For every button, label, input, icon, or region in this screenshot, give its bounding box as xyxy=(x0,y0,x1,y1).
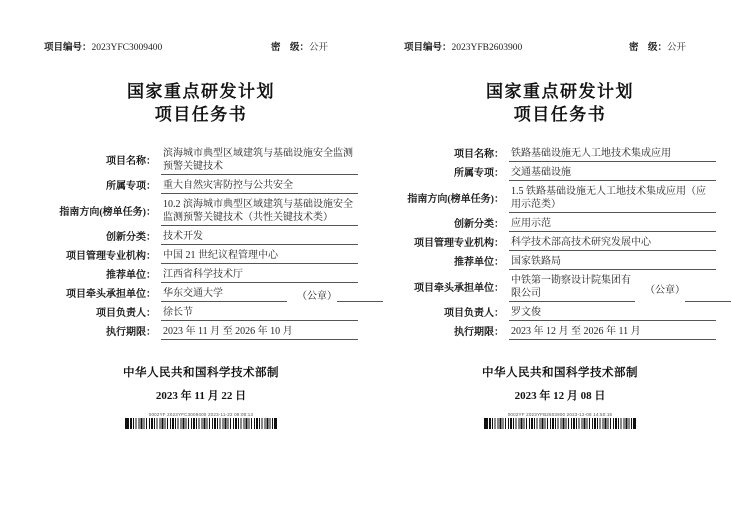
secrecy-label: 密 级： xyxy=(270,43,309,53)
issue-date: 2023 年 12 月 08 日 xyxy=(514,390,606,402)
barcode xyxy=(484,418,636,429)
field-label: 执行期限： xyxy=(106,327,156,338)
project-number xyxy=(404,42,522,55)
issuer-line: 中华人民共和国科学技术部制 xyxy=(123,367,279,379)
field-value: 国家铁路局 xyxy=(509,255,716,270)
project-number-label: 项目编号： xyxy=(44,43,92,53)
doc-title-line1: 国家重点研发计划 xyxy=(486,82,634,101)
project-number xyxy=(44,42,162,55)
barcode-block xyxy=(44,412,358,429)
field-row-execution-period xyxy=(44,325,358,340)
field-row-innovation-type xyxy=(404,217,716,232)
field-label: 项目管理专业机构： xyxy=(414,238,504,249)
field-value: 10.2 滨海城市典型区域建筑与基础设施安全监测预警关键技术（共性关键技术类） xyxy=(161,198,358,226)
field-value: 徐长节 xyxy=(161,306,358,321)
field-row-project-name xyxy=(44,147,358,175)
field-row-guide-direction xyxy=(44,198,358,226)
field-list xyxy=(44,147,358,340)
field-value: 1.5 铁路基础设施无人工地技术集成应用（应用示范类） xyxy=(509,185,716,213)
issue-date: 2023 年 11 月 22 日 xyxy=(155,390,247,402)
doc-header xyxy=(44,42,358,55)
field-label: 指南方向(榜单任务)： xyxy=(407,193,504,205)
official-seal-placeholder: （公章） xyxy=(297,291,337,302)
field-row-recommending-unit xyxy=(44,268,358,283)
field-row-management-agency xyxy=(44,249,358,264)
field-label: 指南方向(榜单任务)： xyxy=(59,206,156,218)
project-number-label: 项目编号： xyxy=(404,43,452,53)
doc-header xyxy=(404,42,716,55)
field-value: 中铁第一勘察设计院集团有限公司 xyxy=(509,274,635,302)
field-row-project-leader xyxy=(44,306,358,321)
field-label: 推荐单位： xyxy=(454,257,504,268)
doc-title xyxy=(44,80,358,126)
doc-title-line2: 项目任务书 xyxy=(513,105,607,124)
field-value: 科学技术部高技术研究发展中心 xyxy=(509,236,716,251)
field-label: 所属专项： xyxy=(106,181,156,192)
field-value: 2023 年 12 月 至 2026 年 11 月 xyxy=(509,325,716,340)
field-value: 铁路基础设施无人工地技术集成应用 xyxy=(509,147,716,162)
field-value: 技术开发 xyxy=(161,230,358,245)
field-row-recommending-unit xyxy=(404,255,716,270)
doc-title-line2: 项目任务书 xyxy=(154,105,248,124)
doc-footer xyxy=(404,364,716,429)
lead-unit-value-area xyxy=(509,274,731,302)
field-label: 项目管理专业机构： xyxy=(66,251,156,262)
doc-title-line1: 国家重点研发计划 xyxy=(127,82,275,101)
field-label: 创新分类： xyxy=(454,219,504,230)
secrecy-value: 公开 xyxy=(666,43,686,53)
field-value: 华东交通大学 xyxy=(161,287,287,302)
seal-signature-line xyxy=(337,290,383,302)
doc-footer xyxy=(44,364,358,429)
field-value: 滨海城市典型区域建筑与基础设施安全监测预警关键技术 xyxy=(161,147,358,175)
field-label: 创新分类： xyxy=(106,232,156,243)
field-label: 项目负责人： xyxy=(444,308,504,319)
barcode-caption: 0002YF 2023YFB2603900 2023-12-08 14:50:16 xyxy=(507,412,613,417)
project-number-value: 2023YFB2603900 xyxy=(451,43,523,53)
official-seal-placeholder: （公章） xyxy=(645,284,685,296)
field-value: 中国 21 世纪议程管理中心 xyxy=(161,249,358,264)
field-row-management-agency xyxy=(404,236,716,251)
seal-signature-line xyxy=(685,290,731,302)
field-label: 项目负责人： xyxy=(96,308,156,319)
task-book-page-right xyxy=(404,42,716,429)
field-row-execution-period xyxy=(404,325,716,340)
field-row-project-name xyxy=(404,147,716,162)
field-value: 交通基础设施 xyxy=(509,166,716,181)
field-row-special-program xyxy=(404,166,716,181)
issuer-line: 中华人民共和国科学技术部制 xyxy=(482,367,638,379)
field-label: 执行期限： xyxy=(454,327,504,338)
barcode-block xyxy=(404,412,716,429)
project-number-value: 2023YFC3009400 xyxy=(91,43,163,53)
field-row-special-program xyxy=(44,179,358,194)
doc-title xyxy=(404,80,716,126)
barcode xyxy=(125,418,277,429)
secrecy-level xyxy=(629,42,716,55)
field-row-project-leader xyxy=(404,306,716,321)
lead-unit-value-area xyxy=(161,287,383,302)
secrecy-level xyxy=(271,42,358,55)
secrecy-value: 公开 xyxy=(308,43,328,53)
barcode-caption: 0002YF 2023YFC3009400 2023-11-22 09:08:13 xyxy=(148,412,254,417)
field-label: 项目名称： xyxy=(454,149,504,160)
field-value: 2023 年 11 月 至 2026 年 10 月 xyxy=(161,325,358,340)
field-value: 江西省科学技术厅 xyxy=(161,268,358,283)
field-row-lead-unit xyxy=(44,287,358,302)
task-book-page-left xyxy=(44,42,358,429)
field-value: 重大自然灾害防控与公共安全 xyxy=(161,179,358,194)
field-label: 项目牵头承担单位： xyxy=(66,289,156,300)
field-row-guide-direction xyxy=(404,185,716,213)
secrecy-label: 密 级： xyxy=(628,43,667,53)
field-label: 项目名称： xyxy=(106,155,156,167)
field-value: 应用示范 xyxy=(509,217,716,232)
field-list xyxy=(404,147,716,340)
field-label: 所属专项： xyxy=(454,168,504,179)
field-label: 推荐单位： xyxy=(106,270,156,281)
field-row-lead-unit xyxy=(404,274,716,302)
field-value: 罗文俊 xyxy=(509,306,716,321)
field-row-innovation-type xyxy=(44,230,358,245)
field-label: 项目牵头承担单位： xyxy=(414,282,504,294)
